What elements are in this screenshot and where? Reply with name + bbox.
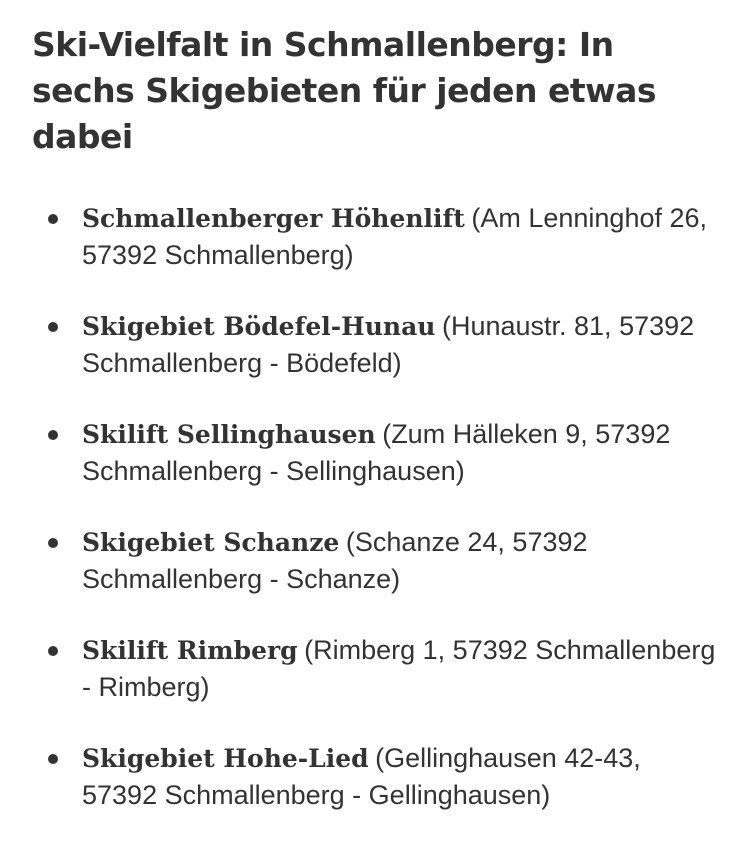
list-item — [32, 308, 722, 382]
resort-name: Skigebiet Hohe-Lied — [82, 744, 369, 773]
resort-address: (Gellinghausen 42-43, 57392 Schmallenberg - Gellinghausen) — [82, 743, 641, 810]
list-item — [32, 632, 722, 706]
bullet-icon — [48, 214, 58, 224]
article — [32, 22, 722, 810]
resort-address: (Hunaustr. 81, 57392 Schmallenberg - Bödefeld) — [82, 311, 695, 378]
resort-address: (Am Lenninghof 26, 57392 Schmallenberg) — [82, 203, 708, 270]
resort-name: Skigebiet Schanze — [82, 528, 340, 557]
resort-name: Skigebiet Bödefel-Hunau — [82, 312, 436, 341]
bullet-icon — [48, 754, 58, 764]
bullet-icon — [48, 430, 58, 440]
resort-name: Skilift Sellinghausen — [82, 420, 376, 449]
resort-name: Skilift Rimberg — [82, 636, 298, 665]
resort-name: Schmallenberger Höhenlift — [82, 204, 465, 233]
resort-address: (Rimberg 1, 57392 Schmallenberg - Rimberg) — [82, 635, 716, 702]
list-item — [32, 524, 722, 598]
article-headline: Ski-Vielfalt in Schmallenberg: In sechs Skigebieten für jeden etwas dabei — [32, 25, 657, 156]
bullet-icon — [48, 646, 58, 656]
bullet-icon — [48, 322, 58, 332]
list-item — [32, 740, 722, 814]
bullet-icon — [48, 538, 58, 548]
list-item — [32, 416, 722, 490]
resort-address: (Schanze 24, 57392 Schmallenberg - Schanze) — [82, 527, 588, 594]
list-item — [32, 200, 722, 274]
resort-address: (Zum Hälleken 9, 57392 Schmallenberg - Sellinghausen) — [82, 419, 671, 486]
ski-resort-list — [32, 200, 722, 848]
